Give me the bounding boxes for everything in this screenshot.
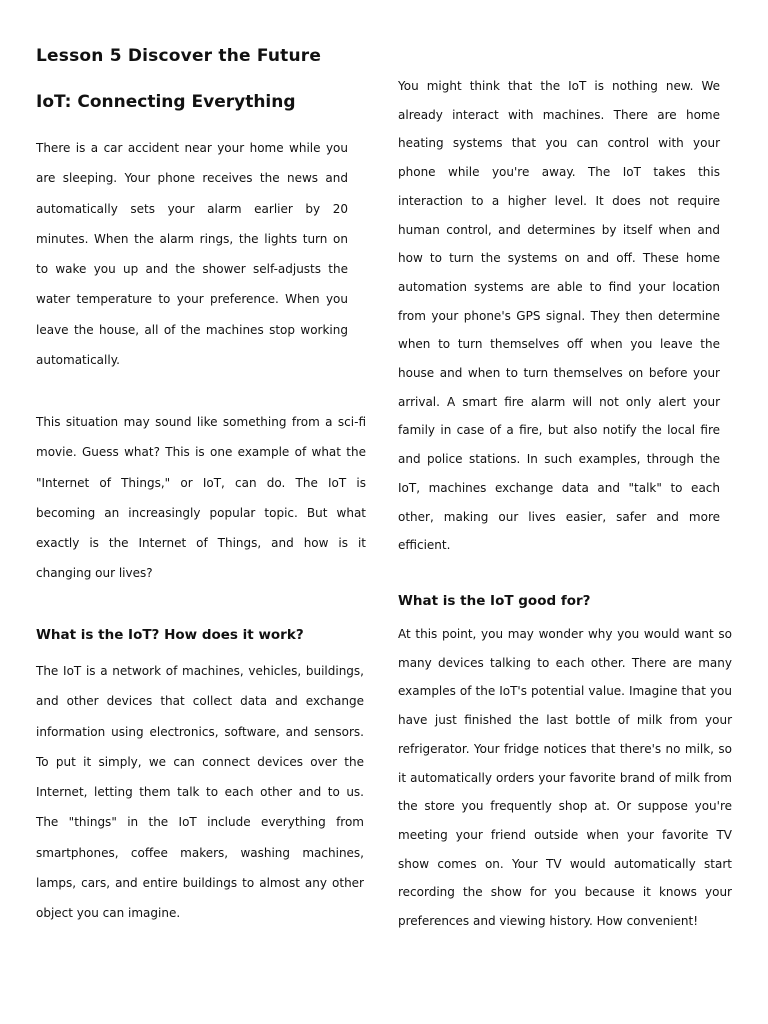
section-1-heading: What is the IoT? How does it work?: [36, 627, 304, 643]
section-1-paragraph-continued: You might think that the IoT is nothing new. We already interact with machines. There are home heating systems that you can control with your phone while you're away. The IoT takes this interaction to a higher level. It does not require human control, and determines by itself when and how to turn the systems on and off. These home automation systems are able to find your location from your phone's GPS signal. They then determine when to turn themselves off when you leave the house and when to turn themselves on before your arrival. A smart fire alarm will not only alert your family in case of a fire, but also notify the local fire and police stations. In such examples, through the IoT, machines exchange data and "talk" to each other, making our lives easier, safer and more efficient.: [398, 79, 720, 553]
section-1-paragraph: The IoT is a network of machines, vehicles, buildings, and other devices that collect data and exchange information using electronics, software, and sensors. To put it simply, we can connect devices over the Internet, letting them talk to each other and to us. The "things" in the IoT include everything from smartphones, coffee makers, washing machines, lamps, cars, and entire buildings to almost any other object you can imagine.: [36, 664, 364, 921]
intro-paragraph-2: This situation may sound like something from a sci-fi movie. Guess what? This is one example of what the "Internet of Things," or IoT, can do. The IoT is becoming an increasingly popular topic. But what exactly is the Internet of Things, and how is it changing our lives?: [36, 415, 366, 581]
lesson-title: Lesson 5 Discover the Future: [36, 46, 322, 66]
section-2-paragraph: At this point, you may wonder why you would want so many devices talking to each other. There are many examples of the IoT's potential value. Imagine that you have just finished the last bottle of milk from your refrigerator. Your fridge notices that there's no milk, so it automatically orders your favorite brand of milk from the store you frequently shop at. Or suppose you're meeting your friend outside when your favorite TV show comes on. Your TV would automatically start recording the show for you because it knows your preferences and viewing history. How convenient!: [398, 627, 732, 929]
section-2-heading: What is the IoT good for?: [398, 593, 591, 609]
main-heading: IoT: Connecting Everything: [36, 92, 296, 112]
intro-paragraph-1: There is a car accident near your home while you are sleeping. Your phone receives the news and automatically sets your alarm earlier by 20 minutes. When the alarm rings, the lights turn on to wake you up and the shower self-adjusts the water temperature to your preference. When you leave the house, all of the machines stop working automatically.: [36, 141, 348, 368]
